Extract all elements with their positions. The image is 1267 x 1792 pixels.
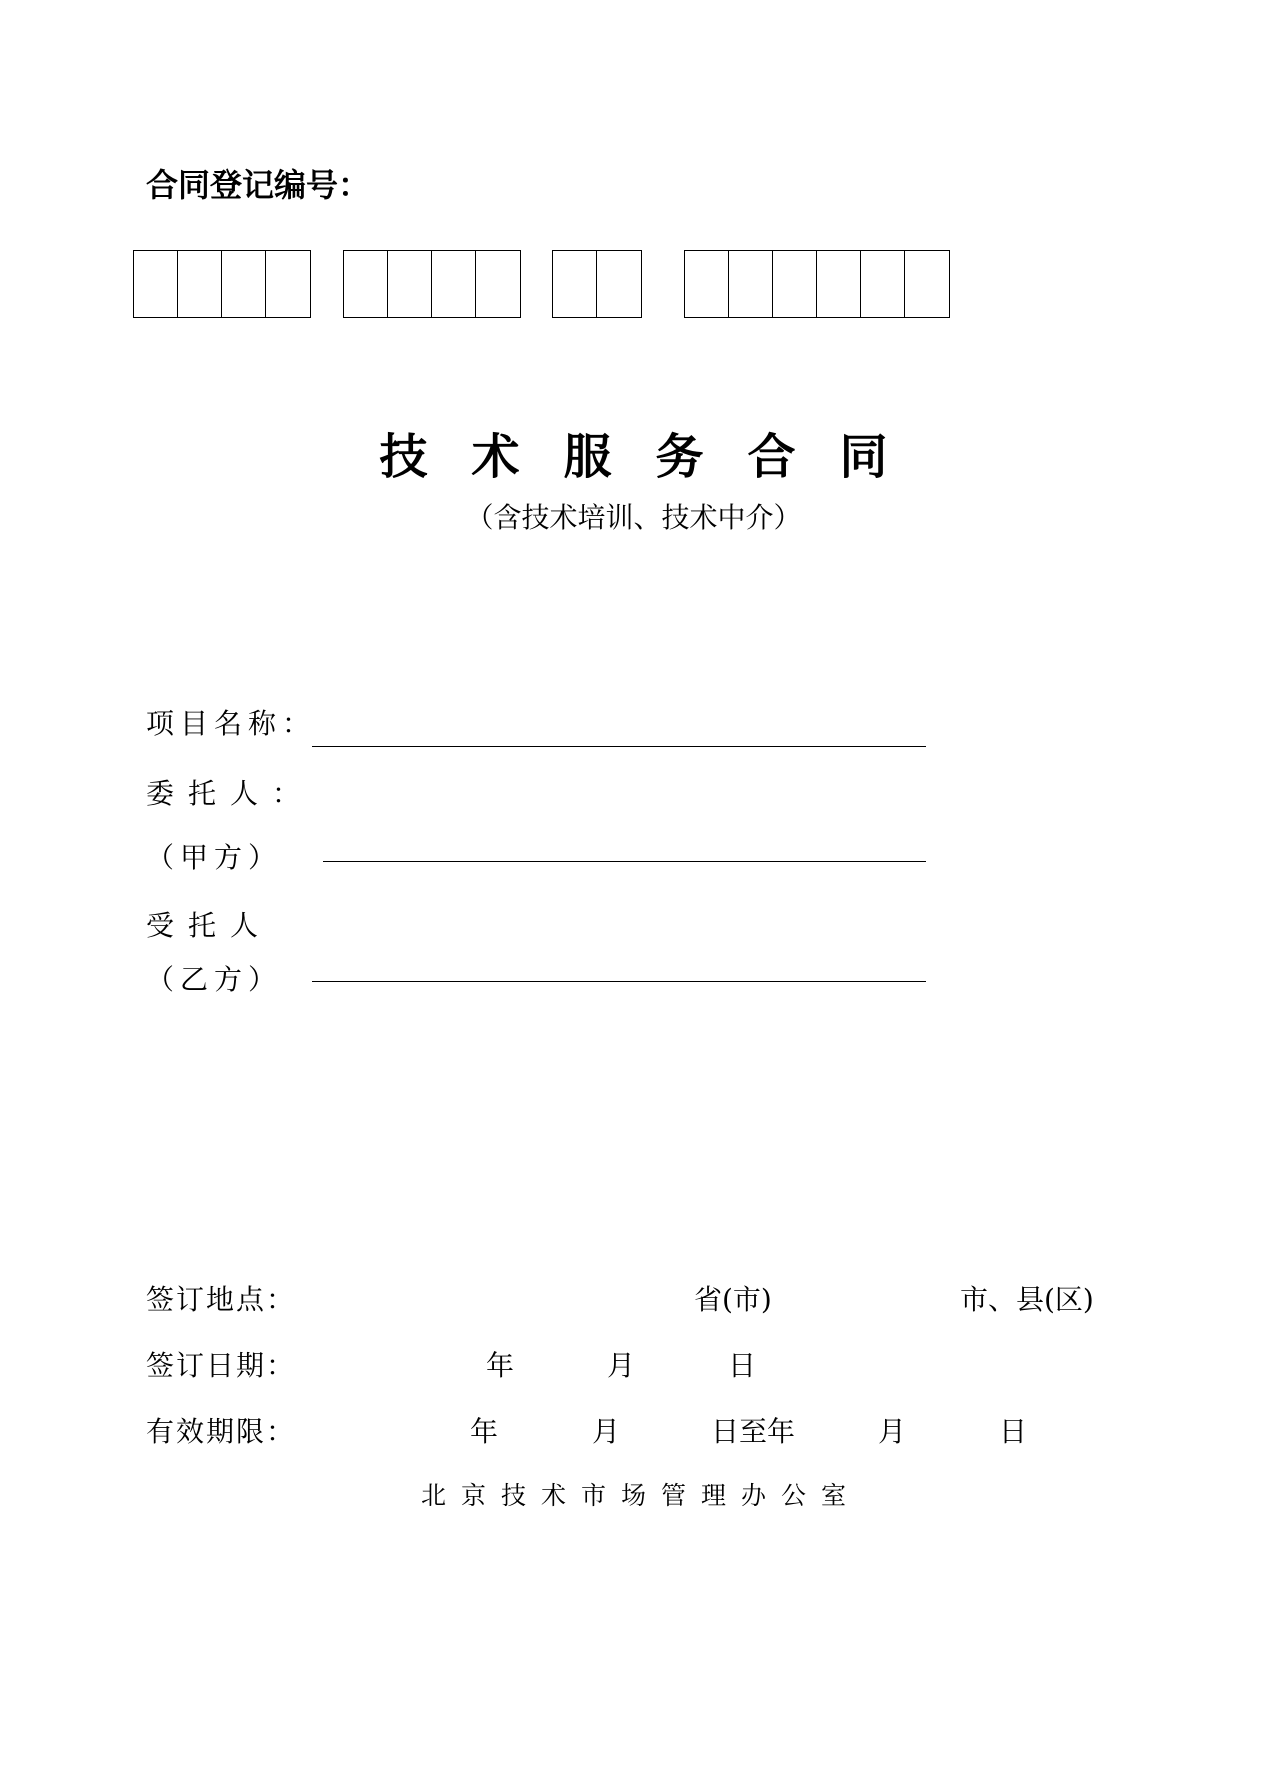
registration-box-group-1 bbox=[133, 250, 311, 318]
registration-box[interactable] bbox=[773, 251, 817, 317]
registration-box-group-4 bbox=[684, 250, 950, 318]
validity-period-label: 有效期限： bbox=[146, 1415, 297, 1448]
registration-box[interactable] bbox=[432, 251, 476, 317]
signing-date-month: 月 bbox=[607, 1349, 636, 1382]
trustee-label: 受托人 bbox=[146, 909, 273, 942]
client-label: 委托人： bbox=[146, 777, 315, 810]
registration-box[interactable] bbox=[344, 251, 388, 317]
registration-box[interactable] bbox=[476, 251, 520, 317]
registration-box[interactable] bbox=[388, 251, 432, 317]
registration-box[interactable] bbox=[134, 251, 178, 317]
registration-box-group-3 bbox=[552, 250, 642, 318]
contract-subtitle: （含技术培训、技术中介） bbox=[465, 501, 802, 534]
project-name-input-line[interactable] bbox=[312, 746, 926, 747]
registration-box[interactable] bbox=[266, 251, 310, 317]
registration-number-label: 合同登记编号： bbox=[146, 166, 371, 204]
signing-place-label: 签订地点： bbox=[146, 1283, 297, 1316]
registration-box[interactable] bbox=[685, 251, 729, 317]
registration-box[interactable] bbox=[817, 251, 861, 317]
issuing-office: 北京技术市场管理办公室 bbox=[420, 1481, 861, 1510]
party-a-label: （甲方） bbox=[146, 841, 283, 874]
project-name-label: 项目名称： bbox=[146, 707, 317, 740]
validity-start-year: 年 bbox=[470, 1415, 499, 1448]
signing-date-label: 签订日期： bbox=[146, 1349, 297, 1382]
registration-box[interactable] bbox=[553, 251, 597, 317]
registration-box-group-2 bbox=[343, 250, 521, 318]
contract-title: 技术服务合同 bbox=[379, 429, 932, 485]
party-a-input-line[interactable] bbox=[323, 861, 926, 862]
registration-box[interactable] bbox=[222, 251, 266, 317]
province-label: 省(市) bbox=[694, 1283, 772, 1316]
registration-box[interactable] bbox=[597, 251, 641, 317]
registration-box[interactable] bbox=[178, 251, 222, 317]
city-county-label: 市、县(区) bbox=[960, 1283, 1094, 1316]
signing-date-day: 日 bbox=[728, 1349, 757, 1382]
registration-box[interactable] bbox=[861, 251, 905, 317]
party-b-label: （乙方） bbox=[146, 963, 283, 996]
validity-end-month: 月 bbox=[878, 1415, 907, 1448]
signing-date-year: 年 bbox=[486, 1349, 515, 1382]
registration-box[interactable] bbox=[729, 251, 773, 317]
registration-box[interactable] bbox=[905, 251, 949, 317]
validity-end-day: 日 bbox=[999, 1415, 1028, 1448]
validity-start-month: 月 bbox=[592, 1415, 621, 1448]
party-b-input-line[interactable] bbox=[312, 981, 926, 982]
validity-day-to-year: 日至年 bbox=[711, 1415, 796, 1448]
